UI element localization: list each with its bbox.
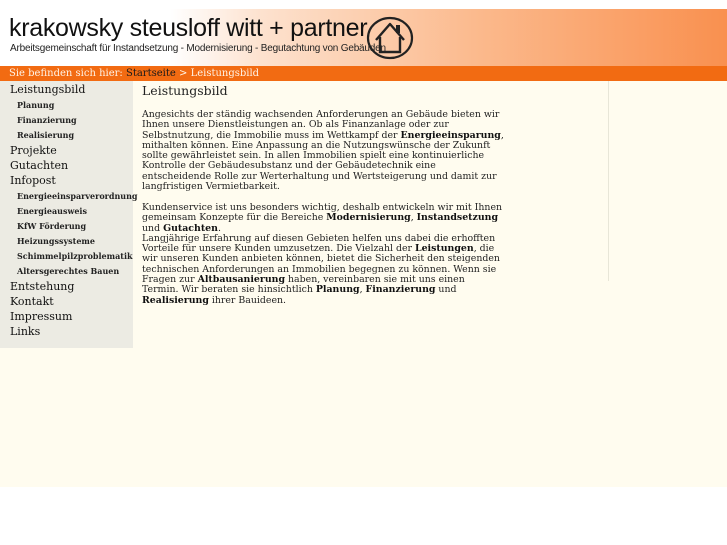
sidebar-item-impressum[interactable]: Impressum: [10, 310, 73, 323]
sidebar-item-infopost[interactable]: Infopost: [10, 174, 56, 187]
text: Angesichts der ständig wachsenden Anforderungen an Gebäude bieten wir Ihnen unsere Dienstleistungen an. Ob als Finanzanlage oder zur Selbstnutzung, die Immobilie muss im Wettkampf der: [142, 109, 500, 141]
page: [0, 9, 727, 487]
page-title: Leistungsbild: [142, 83, 228, 98]
text: ihrer Bauideen.: [208, 294, 287, 306]
sidebar-item-realisierung[interactable]: Realisierung: [17, 130, 75, 140]
sidebar-item-altersgerechtes-bauen[interactable]: Altersgerechtes Bauen: [17, 266, 120, 276]
sidebar-item-schimmelpilzproblematik[interactable]: Schimmelpilzproblematik: [17, 251, 133, 261]
sidebar-item-heizungssysteme[interactable]: Heizungssysteme: [17, 236, 95, 246]
breadcrumb-separator: >: [178, 68, 188, 79]
sidebar-item-leistungsbild[interactable]: Leistungsbild: [10, 83, 86, 96]
keyword-leistungen: Leistungen: [415, 243, 474, 255]
sidebar-item-kfw-foerderung[interactable]: KfW Förderung: [17, 221, 87, 231]
sidebar-item-planung[interactable]: Planung: [17, 100, 55, 110]
keyword-realisierung: Realisierung: [142, 294, 209, 306]
paragraph-intro: [142, 110, 504, 192]
sidebar-item-energieausweis[interactable]: Energieausweis: [17, 206, 87, 216]
text: , die wir unseren Kunden anbieten können, bietet die Sicherheit den steigenden technischen Anforderungen an Immobilien begegnen zu können. Wenn sie Fragen zur: [142, 243, 500, 286]
sidebar-item-projekte[interactable]: Projekte: [10, 144, 57, 157]
keyword-altbausanierung: Altbausanierung: [197, 274, 286, 286]
sidebar-item-energieeinsparverordnung[interactable]: Energieeinsparverordnung: [17, 191, 138, 201]
keyword-instandsetzung: Instandsetzung: [416, 212, 499, 224]
text: ,: [410, 212, 417, 224]
site-title[interactable]: krakowsky steusloff witt + partner: [9, 14, 368, 42]
sidebar-item-entstehung[interactable]: Entstehung: [10, 280, 75, 293]
text: , mithalten können. Eine Anpassung an die Nutzungswünsche der Zukunft sollte gewährleistet sein. In allen Immobilien spielt eine kontinuierliche Kontrolle der Gebäudesubstanz und der Gebäudetechnik eine entscheidende Rolle zur Werterhaltung und Wertsteigerung und damit zur langfristigen Vermietbarkeit.: [142, 129, 504, 193]
keyword-planung: Planung: [315, 284, 360, 296]
text: Langjährige Erfahrung auf diesen Gebieten helfen uns dabei die erhofften Vorteile für unsere Kunden umzusetzen. Die Vielzahl der: [142, 232, 496, 255]
sidebar-item-gutachten[interactable]: Gutachten: [10, 159, 69, 172]
breadcrumb-current: Leistungsbild: [190, 68, 260, 79]
breadcrumb: [0, 66, 727, 81]
text: ,: [359, 284, 366, 296]
keyword-gutachten: Gutachten: [163, 222, 218, 234]
header: [0, 9, 727, 66]
text: und: [142, 222, 164, 234]
house-icon[interactable]: [366, 16, 414, 60]
right-column-divider: [608, 81, 609, 281]
paragraph-service: [142, 203, 504, 306]
site-subtitle: Arbeitsgemeinschaft für Instandsetzung - Modernisierung - Begutachtung von Gebäuden: [10, 43, 386, 54]
sidebar-item-kontakt[interactable]: Kontakt: [10, 295, 54, 308]
text: .: [217, 222, 221, 234]
keyword-modernisierung: Modernisierung: [326, 212, 411, 224]
sidebar: [0, 81, 138, 348]
breadcrumb-home-link[interactable]: Startseite: [125, 68, 176, 79]
breadcrumb-prefix: Sie befinden sich hier:: [9, 68, 123, 79]
text: und: [435, 284, 457, 296]
keyword-energieeinsparung: Energieeinsparung: [400, 129, 501, 141]
text: Kundenservice ist uns besonders wichtig, deshalb entwickeln wir mit Ihnen gemeinsam Konzepte für die Bereiche: [142, 202, 503, 224]
keyword-finanzierung: Finanzierung: [365, 284, 436, 296]
sidebar-item-finanzierung[interactable]: Finanzierung: [17, 115, 77, 125]
text: haben, vereinbaren sie mit uns einen Termin. Wir beraten sie hinsichtlich: [142, 274, 465, 296]
sidebar-item-links[interactable]: Links: [10, 325, 41, 338]
